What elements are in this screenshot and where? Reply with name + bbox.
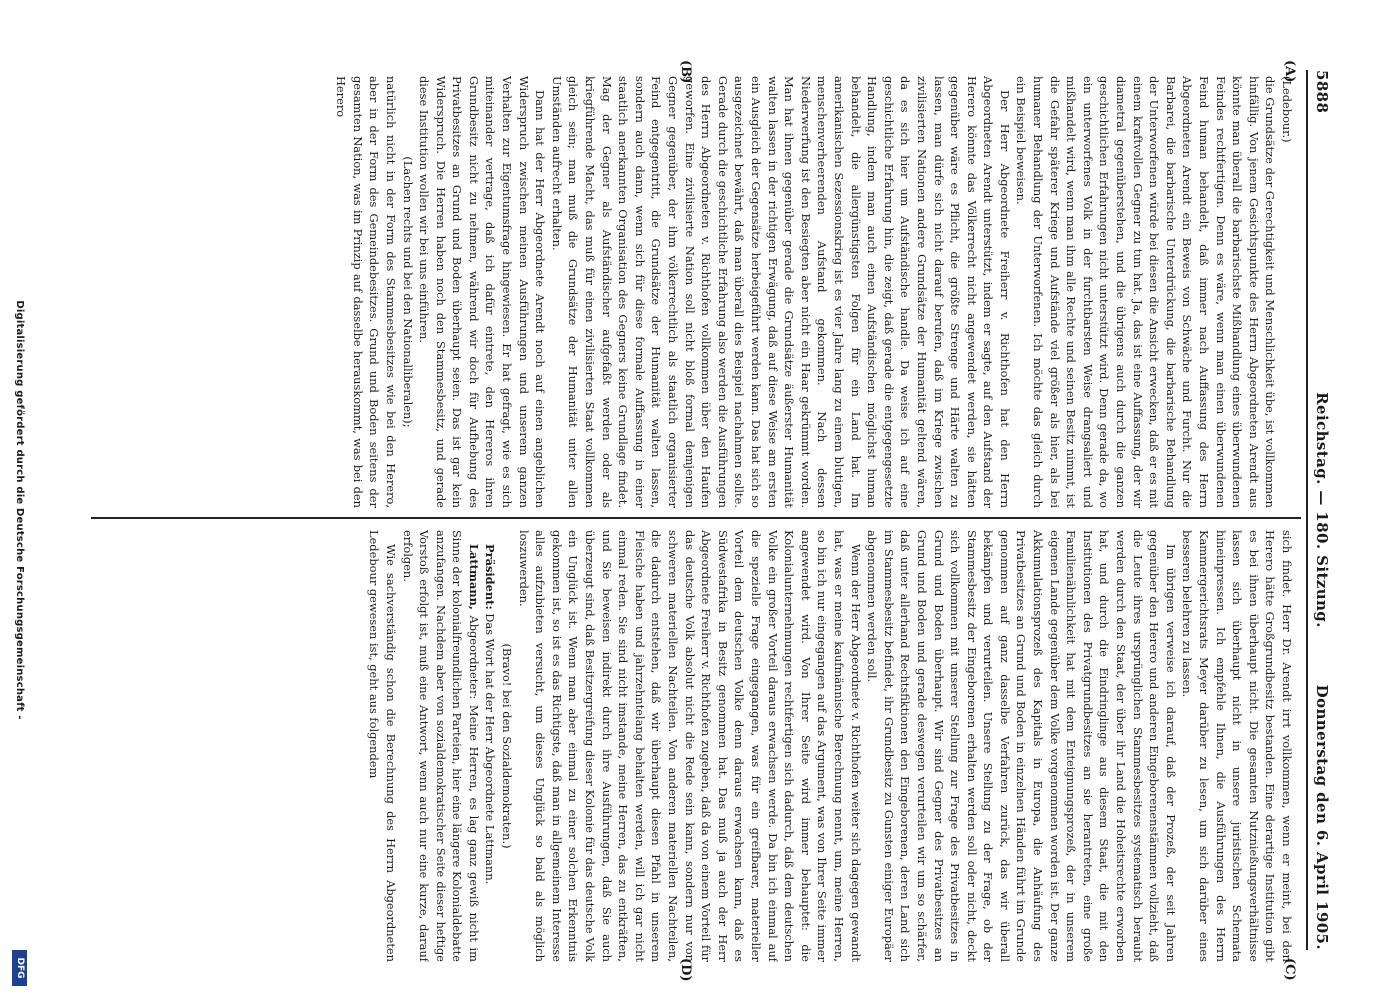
paragraph: Dann hat der Herr Abgeordnete Arendt noch auf einen angeblichen Widerspruch zwischen meinen Ausführungen und unserem ganzen Verhalten zur Eigentumsfrage hingewiesen. Er hat gefragt, wie es sich miteinander vertrage, daß ich dafür eintrete, den Hereros ihren Grundbesitz nicht zu nehmen, während wir doch für Aufhebung des Privatbesitzes an Grund und Boden überhaupt seien. Das ist gar kein Widerspruch. Die Herren haben noch den Stammesbesitz, und gerade diese Institution wollen wir bei uns einführen. xyxy=(417,76,548,508)
applause: (Bravo! bei den Sozialdemokraten.) xyxy=(500,643,515,849)
left-column xyxy=(95,76,1295,508)
margin-marker-c: (C) xyxy=(1282,958,1297,981)
interjection: (Lachen rechts und bei den Nationalliberalen); xyxy=(400,156,415,428)
dfg-logo: DFG xyxy=(12,950,27,986)
paragraph: natürlich nicht in der Form des Stammesbesitzes wie bei den Herero, aber in der Form des Gemeindebesitzes. Grund und Boden seitens der gesamten Nation, was im Prinzip auf dasselbe herauskommt, was bei den Herero xyxy=(334,76,398,508)
margin-marker-d: (D) xyxy=(678,958,693,982)
page-number: 5888 xyxy=(1313,70,1331,114)
speaker-label: (Ledebour.) xyxy=(1280,76,1294,143)
footer-credit: Digitalisierung gefördert durch die Deutsche Forschungsgemeinschaft - xyxy=(14,300,25,720)
session-title: Reichstag. — 180. Sitzung. xyxy=(1313,392,1331,628)
paragraph: die Grundsätze der Gerechtigkeit und Menschlichkeit übe, ist vollkommen hinfällig. Von jenem Gesichtspunkte des Herrn Abgeordneten Arendt aus könnte man überall die barbarischste Mißhandlung eines überwundenen Feindes rechtfertigen. Denn es wäre, wenn man einen überwundenen Feind human behandelt, daß immer nach Auffassung des Herrn Abgeordneten Arendt ein Beweis von Schwäche und Furcht. Nur die Barbarei, die barbarische Unterdrückung, die barbarische Behandlung der Unterworfenen würde bei diesen die Ansicht erwecken, daß er es mit einem kraftvollen Gegner zu tun hat. Ja, das ist eine Auffassung, der wir diametral gegenüberstehen, und die übrigens auch durch die ganzen geschichtlichen Erfahrungen nicht unterstützt wird. Denn gerade da, wo ein unterworfenes Volk in der furchtbarsten Weise drangsaliert und mißhandelt wird, wenn man ihm alle Rechte und seinen Besitz nimmt, ist die Gefahr späterer Kriege und Aufstände viel größer als hier, als bei humaner Behandlung der Unterworfenen. Ich möchte das gleich durch ein Beispiel beweisen. xyxy=(1014,76,1278,508)
right-column xyxy=(95,530,1295,962)
paragraph: sich findet. Herr Dr. Arendt irrt vollkommen, wenn er meint, bei den Herero hätte Großgrundbesitz bestanden. Eine derartige Institution gibt es bei ihnen überhaupt nicht. Die gesamten Nutznießungsverhältnisse lassen sich überhaupt nicht in unsere juristischen Schemata hineinpressen. Ich empfehle Ihnen, die Ausführungen des Herrn Kammergerichtsrats Meyer darüber zu lesen, um sich darüber eines besseren belehren zu lassen. xyxy=(1180,530,1294,962)
paragraph: Im übrigen verweise ich darauf, daß der Prozeß, der seit Jahren gegenüber den Herero und anderen Eingeborenenstämmen vollzieht, daß die Leute ihres ursprünglichen Stammesbesitzes systematisch beraubt werden durch den Staat, der über ihr Land die Hoheitsrechte erworben hat, und durch die Eindringlinge aus diesem Staat, die mit den Institutionen des Privatgrundbesitzes an sie herantreten, eine große Familienähnlichkeit hat mit dem Enteignungsprozeß, der in unserem eigenen Lande gegenüber dem Volke vorgenommen worden ist. Der ganze Akkumulationsprozeß des Kapitals in Europa, die Anhäufung des Privatbesitzes an Grund und Boden in einzelnen Händen führt im Grunde genommen auf ganz dasselbe Verfahren zurück, das wir überall bekämpfen und verurteilen. Unsere Stellung zu der Frage, ob der Stammesbesitz der Eingeborenen erhalten werden soll oder nicht, deckt sich vollkommen mit unserer Stellung zur Frage des Privatbesitzes in Grund und Boden überhaupt. Wir sind Gegner des Privatbesitzes an Grund und Boden und gerade deswegen verurteilen wir um so schärfer, daß unter allerhand Rechtsfiktionen den Eingeborenen, deren Land sich im Stammesbesitz befindet, ihr Grundbesitz zu Gunsten einiger Europäer abgenommen werden soll. xyxy=(865,530,1178,962)
page-header xyxy=(1311,70,1331,950)
president-paragraph xyxy=(482,530,499,962)
lattmann-paragraph xyxy=(399,530,482,962)
paragraph: Der Herr Abgeordnete Freiherr v. Richthofen hat den Herrn Abgeordneten Arendt unterstützt, indem er sagte, auf den Aufstand der Herero könnte das Völkerrecht nicht angewendet werden, sie hätten gegenüber wäre es Pflicht, die größte Strenge und Härte walten zu lassen, man dürfe sich nicht darauf berufen, daß im Kriege zwischen zivilisierten Nationen andere Grundsätze der Humanität geltend wären, da es sich hier um Aufständische handle. Da weise ich auf eine geschichtliche Erfahrung hin, die zeigt, daß gerade die entgegengesetzte Handlung, indem man auch einen Aufständischen möglichst human behandelt, die allergünstigsten Folgen für ein Land hat. Im amerikanischen Sezessionskrieg ist es vier Jahre lang zu einem blutigen, menschenverheerenden Aufstand gekommen. Nach dessen Niederwerfung ist den Besiegten aber nicht ein Haar gekrümmt worden. Man hat ihnen gegenüber gerade die Grundsätze äußerster Humanität walten lassen in der richtigen Erwägung, daß auf diese Weise am ersten ein Ausgleich der Gegensätze herbeigeführt werden kann. Das hat sich so ausgezeichnet bewährt, daß man überall dies Beispiel nachahmen sollte. Gerade durch die geschichtliche Erfahrung also werden die Ausführungen des Herrn Abgeordneten v. Richthofen vollkommen über den Haufen geworfen. Eine zivilisierte Nation soll nicht bloß formal demjenigen Gegner gegenüber, der ihm völkerrechtlich als staatlich organisierter Feind entgegentritt, die Grundsätze der Humanität walten lassen, sondern auch dann, wenn sich für diese formale Auffassung in einer staatlich anerkannten Organisation des Gegners keine Grundlage findet. Mag der Gegner als Aufständischer aufgefaßt werden oder als kriegführende Macht, das muß für einen zivilisierten Staat vollkommen gleich sein; man muß die Grundsätze der Humanität unter allen Umständen aufrecht erhalten. xyxy=(549,76,1012,508)
lattmann-label: Lattmann, xyxy=(466,544,481,610)
margin-marker-b: (B) xyxy=(678,60,693,84)
paragraph: Wie sachverständig schon die Berechnung des Herrn Abgeordneten Ledebour gewesen ist, geht aus folgendem xyxy=(367,530,398,962)
margin-marker-a: (A) xyxy=(1282,60,1297,83)
president-label: Präsident: xyxy=(483,544,498,610)
paragraph: Wenn der Herr Abgeordnete v. Richthofen weiter sich dagegen gewandt hat, was er meine kaufmännische Berechnung nennt, um, meine Herren, so bin ich nur eingegangen auf das Argument, was von Ihrer Seite immer angewendet wird. Von Ihrer Seite wird immer behauptet: die Kolonialunternehmungen rechtfertigen sich dadurch, daß dem deutschen Volke ein großer Vorteil daraus erwachsen werde. Da bin ich einmal auf die spezielle Frage eingegangen, was für ein greifbarer, materieller Vorteil dem deutschen Volke denn daraus erwachsen kann, daß es Südwestafrika in Besitz genommen hat. Das muß ja auch der Herr Abgeordnete Freiherr v. Richthofen zugeben, daß da von einem Vorteil für das deutsche Volk absolut nicht die Rede sein kann, sondern nur von schweren materiellen Nachteilen. Von anderen materiellen Nachteilen, die dadurch entstehen, daß wir überhaupt diesen Pfahl in unserem Fleische haben und jahrzehntelang behalten werden, will ich gar nicht einmal reden. Sie sind nicht imstande, meine Herren, das zu entkräften, und Sie beweisen indirekt durch ihre Ausführungen, daß Sie auch überzeugt sind, daß Besitzergreifung dieser Kolonie für das deutsche Volk ein Unglück ist. Wenn man aber einmal zu einer solchen Erkenntnis gekommen ist, so ist es das Richtigste, daß man in allgemeinem Interesse alles aufzubieten versucht, um dieses Unglück so bald als möglich loszuwerden. xyxy=(516,530,863,962)
session-date: Donnerstag den 6. April 1905. xyxy=(1313,684,1331,950)
lattmann-text: Abgeordneter: Meine Herren, es lag ganz gewiß nicht im Sinne der kolonialfreundlichen Parteien, hier eine längere Kolonialdebatte anzufangen. Nachdem aber von sozialdemokratischer Seite dieser heftige Vorstoß erfolgt ist, muß eine Antwort, wenn auch nur eine kurze, darauf erfolgen. xyxy=(400,530,481,962)
header-rule xyxy=(1307,70,1309,950)
president-text: Das Wort hat der Herr Abgeordnete Lattmann. xyxy=(483,613,498,885)
column-divider xyxy=(91,517,1301,519)
